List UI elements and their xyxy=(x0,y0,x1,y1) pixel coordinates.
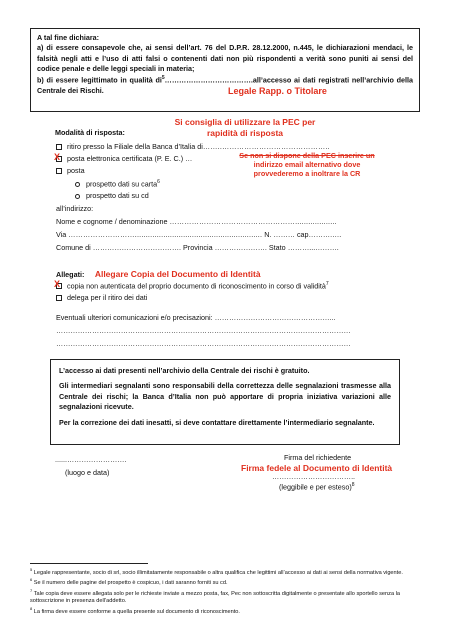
declaration-heading: A tal fine dichiara: xyxy=(37,33,100,42)
option-pec: posta elettronica certificata (P. E. C.) … xyxy=(56,154,192,164)
communications-line-2: …………………………………………………………………………………………………………… xyxy=(56,326,351,335)
response-label: Modalità di risposta: xyxy=(55,128,125,137)
footnote-6: $^6$ Se il numero delle pagine del prospetto è cospicuo, i dati saranno forniti su cd. xyxy=(30,577,228,587)
id-copy-check-mark: X xyxy=(54,279,61,289)
cd-radio[interactable] xyxy=(75,194,80,199)
info-box xyxy=(50,359,400,445)
info-free-access: L’accesso ai dati presenti nell’archivio della Centrale dei rischi è gratuito. xyxy=(59,366,310,375)
communications-line-3: …………………………………………………………………………………………………………… xyxy=(56,339,351,348)
communications-line-1: Eventuali ulteriori comunicazioni e/o precisazioni: …………………………………………... xyxy=(56,313,336,322)
handwritten-signature-note: Firma fedele al Documento di Identità xyxy=(241,463,393,473)
attachments-header: Allegati: Allegare Copia del Documento di Identità xyxy=(56,269,261,279)
address-name-line: Nome e cognome / denominazione ……………………………………………................... xyxy=(56,217,337,226)
delegation-checkbox[interactable] xyxy=(56,295,62,301)
signer-label: Firma del richiedente xyxy=(284,453,352,462)
footnote-8: $^8$ La firma deve essere conforme a quella presente sul documento di riconoscimento. xyxy=(30,605,240,615)
paper-radio[interactable] xyxy=(75,182,80,187)
handwritten-role: Legale Rapp. o Titolare xyxy=(228,86,327,96)
post-checkbox[interactable] xyxy=(56,168,62,174)
info-correction: Per la correzione dei dati inesatti, si deve contattare direttamente l’intermediario segnalante. xyxy=(59,417,375,427)
declaration-item-a: a) di essere consapevole che, ai sensi dell’art. 76 del D.P.R. 28.12.2000, n.445, le dichiarazioni mendaci, le falsità negli atti e l’uso di atti falsi o contenenti dati non più rispondenti a verità sono puniti ai sensi del codice penale e delle leggi speciali in materia; xyxy=(37,43,413,74)
declaration-item-b: b) di essere legittimato in qualità $di^5\dots\dots\dots\dots\dots\dots\dots\dots\dots\dots\dots\dots.all’accesso$ ai dati registrati nell’archivio della Centrale dei Rischi. xyxy=(37,74,413,95)
option-branch-pickup: ritiro presso la Filiale della Banca d’Italia di……..…………………………………….. xyxy=(56,142,330,152)
address-intro: all’indirizzo: xyxy=(56,204,94,213)
info-responsibility: Gli intermediari segnalanti sono responsabili della correttezza delle segnalazioni trasmesse alla Centrale dei rischi; la Banca d’Italia non può apportare di propria iniziativa variazioni alle segnalazioni ricevute. xyxy=(59,381,391,412)
branch-checkbox[interactable] xyxy=(56,144,62,150)
footnote-7: $^7$ Tale copia deve essere allegata solo per le richieste inviate a mezzo posta, fax, Pec non sottoscritta digitalmente o presentate allo sportello senza la sottoscrizione in presenza dell’addetto. xyxy=(30,587,400,605)
place-date-label: (luogo e data) xyxy=(65,468,110,477)
footnote-5: $^5$ Legale rappresentante, socio di srl, socio illimitatamente responsabile o altra qualifica che legittimi all’accesso ai dati ai sensi della normativa vigente. xyxy=(30,567,403,576)
sub-option-cd: prospetto dati su cd xyxy=(75,191,149,201)
sub-option-paper: prospetto dati su carta$^6$ xyxy=(75,179,160,190)
attachment-id-copy: copia non autenticata del proprio documento di riconoscimento in corso di validità$^7$ xyxy=(56,281,329,292)
footnote-divider xyxy=(30,563,148,564)
attachment-delegation: delega per il ritiro dei dati xyxy=(56,293,147,303)
signer-note: (leggibile e per esteso)$^8$ xyxy=(279,482,355,492)
pec-recommendation: Si consiglia di utilizzare la PEC per rapidità di risposta xyxy=(174,117,316,138)
address-comune-line: Comune di ………………………………. Provincia …………………. Stato ………...………. xyxy=(56,243,339,252)
pec-check-mark: X xyxy=(54,152,61,162)
pec-alternative-note: Se non si dispone della PEC inserire un indirizzo email alternativo dove provvederemo a inoltrare la CR xyxy=(239,151,375,178)
footnotes xyxy=(30,567,420,616)
signer-dots: …………………………….. xyxy=(272,472,356,481)
declaration-box xyxy=(30,28,420,112)
address-via-line: Via ……………………….......................................................... N. ……… cap……….…. xyxy=(56,230,342,239)
place-date-dots: ......……………………. xyxy=(55,455,127,464)
option-post: posta xyxy=(56,166,85,176)
